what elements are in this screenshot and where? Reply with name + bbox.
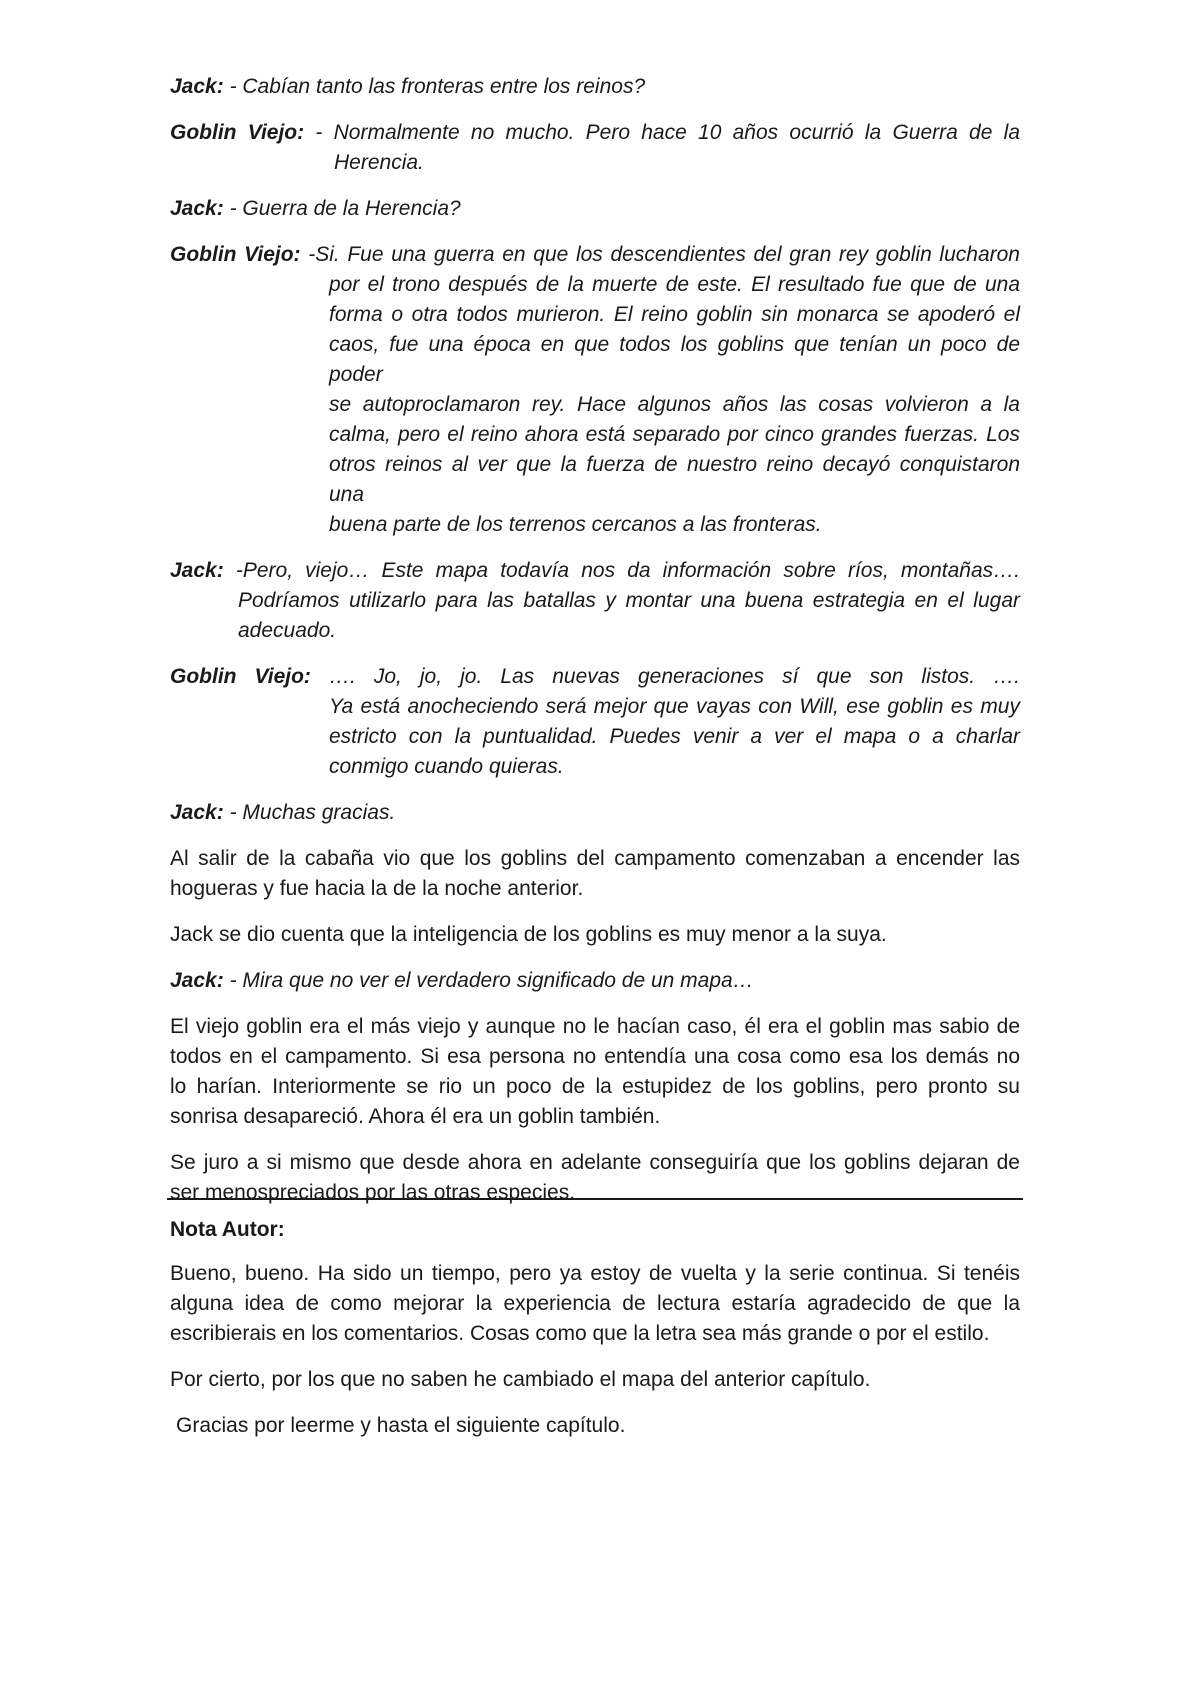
speaker-label: Jack: [170, 75, 224, 98]
author-note-paragraph [170, 1259, 1020, 1349]
dialogue-entry [170, 118, 1020, 178]
dialogue-text: forma o otra todos murieron. El reino goblin sin monarca se apoderó el [329, 303, 1020, 326]
dialogue-entry [170, 966, 1020, 996]
dialogue-entry [170, 662, 1020, 782]
dialogue-text: - Guerra de la Herencia? [229, 197, 461, 220]
speaker-label: Goblin Viejo: [170, 665, 311, 688]
dialogue-text: por el trono después de la muerte de este. El resultado fue que de una [329, 273, 1020, 296]
dialogue-entry [170, 72, 1020, 102]
dialogue-line [170, 556, 1020, 586]
speaker-label: Jack: [170, 969, 224, 992]
author-note-paragraph [170, 1365, 1020, 1395]
dialogue-text: buena parte de los terrenos cercanos a las fronteras. [329, 513, 822, 536]
dialogue-entry [170, 240, 1020, 540]
paragraph-line: hogueras y fue hacia la de la noche anterior. [170, 877, 584, 900]
author-note-paragraph [170, 1411, 1020, 1441]
author-note-title: Nota Autor: [170, 1218, 285, 1241]
dialogue-text: adecuado. [238, 619, 337, 642]
dialogue-line [170, 118, 1020, 148]
dialogue-text: - Mira que no ver el verdadero significado de un mapa… [229, 969, 754, 992]
dialogue-line [170, 662, 1020, 692]
dialogue-text: se autoproclamaron rey. Hace algunos años las cosas volvieron a la [329, 393, 1020, 416]
speaker-label: Goblin Viejo: [170, 121, 305, 144]
section-divider [167, 1198, 1023, 1200]
paragraph-line: Se juro a si mismo que desde ahora en adelante conseguiría que los goblins dejaran de [170, 1151, 1020, 1174]
speaker-label: Jack: [170, 801, 224, 824]
paragraph-line: escribierais en los comentarios. Cosas como que la letra sea más grande o por el estilo. [170, 1322, 990, 1345]
narration-paragraph [170, 1012, 1020, 1132]
paragraph-line: Por cierto, por los que no saben he cambiado el mapa del anterior capítulo. [170, 1368, 871, 1391]
narration-paragraph [170, 844, 1020, 904]
story-text [170, 72, 1020, 1224]
dialogue-text: conmigo cuando quieras. [329, 755, 564, 778]
dialogue-text: - Muchas gracias. [229, 801, 396, 824]
dialogue-text: Ya está anocheciendo será mejor que vayas con Will, ese goblin es muy [329, 695, 1020, 718]
dialogue-line [170, 240, 1020, 270]
speaker-label: Jack: [170, 559, 224, 582]
paragraph-line: El viejo goblin era el más viejo y aunque no le hacían caso, él era el goblin mas sabio de [170, 1015, 1020, 1038]
dialogue-text: …. Jo, jo, jo. Las nuevas generaciones sí que son listos. …. [328, 665, 1020, 688]
dialogue-text: Podríamos utilizarlo para las batallas y montar una buena estrategia en el lugar [238, 589, 1020, 612]
dialogue-entry [170, 556, 1020, 646]
dialogue-text: otros reinos al ver que la fuerza de nuestro reino decayó conquistaron una [329, 453, 1020, 506]
paragraph-line: alguna idea de como mejorar la experiencia de lectura estaría agradecido de que la [170, 1292, 1020, 1315]
dialogue-text: - Cabían tanto las fronteras entre los reinos? [229, 75, 646, 98]
dialogue-text: estricto con la puntualidad. Puedes venir a ver el mapa o a charlar [329, 725, 1020, 748]
dialogue-text: caos, fue una época en que todos los goblins que tenían un poco de poder [329, 333, 1020, 386]
paragraph-line: Gracias por leerme y hasta el siguiente capítulo. [176, 1414, 626, 1437]
dialogue-text: - Normalmente no mucho. Pero hace 10 años ocurrió la Guerra de la [315, 121, 1020, 144]
paragraph-line: sonrisa desapareció. Ahora él era un goblin también. [170, 1105, 661, 1128]
dialogue-entry [170, 798, 1020, 828]
narration-paragraph [170, 920, 1020, 950]
dialogue-text: Herencia. [334, 151, 424, 174]
author-note [170, 1215, 1020, 1457]
paragraph-line: Jack se dio cuenta que la inteligencia de los goblins es muy menor a la suya. [170, 923, 887, 946]
paragraph-line: Bueno, bueno. Ha sido un tiempo, pero ya estoy de vuelta y la serie continua. Si tenéis [170, 1262, 1020, 1285]
paragraph-line: todos en el campamento. Si esa persona no entendía una cosa como esa los demás no [170, 1045, 1020, 1068]
dialogue-text: calma, pero el reino ahora está separado por cinco grandes fuerzas. Los [329, 423, 1020, 446]
speaker-label: Jack: [170, 197, 224, 220]
speaker-label: Goblin Viejo: [170, 243, 301, 266]
paragraph-line: Al salir de la cabaña vio que los goblins del campamento comenzaban a encender las [170, 847, 1020, 870]
dialogue-entry [170, 194, 1020, 224]
dialogue-text: -Si. Fue una guerra en que los descendientes del gran rey goblin lucharon [308, 243, 1020, 266]
paragraph-line: ser menospreciados por las otras especies. [170, 1181, 576, 1204]
dialogue-text: -Pero, viejo… Este mapa todavía nos da información sobre ríos, montañas…. [235, 559, 1020, 582]
paragraph-line: lo harían. Interiormente se rio un poco de la estupidez de los goblins, pero pronto su [170, 1075, 1020, 1098]
